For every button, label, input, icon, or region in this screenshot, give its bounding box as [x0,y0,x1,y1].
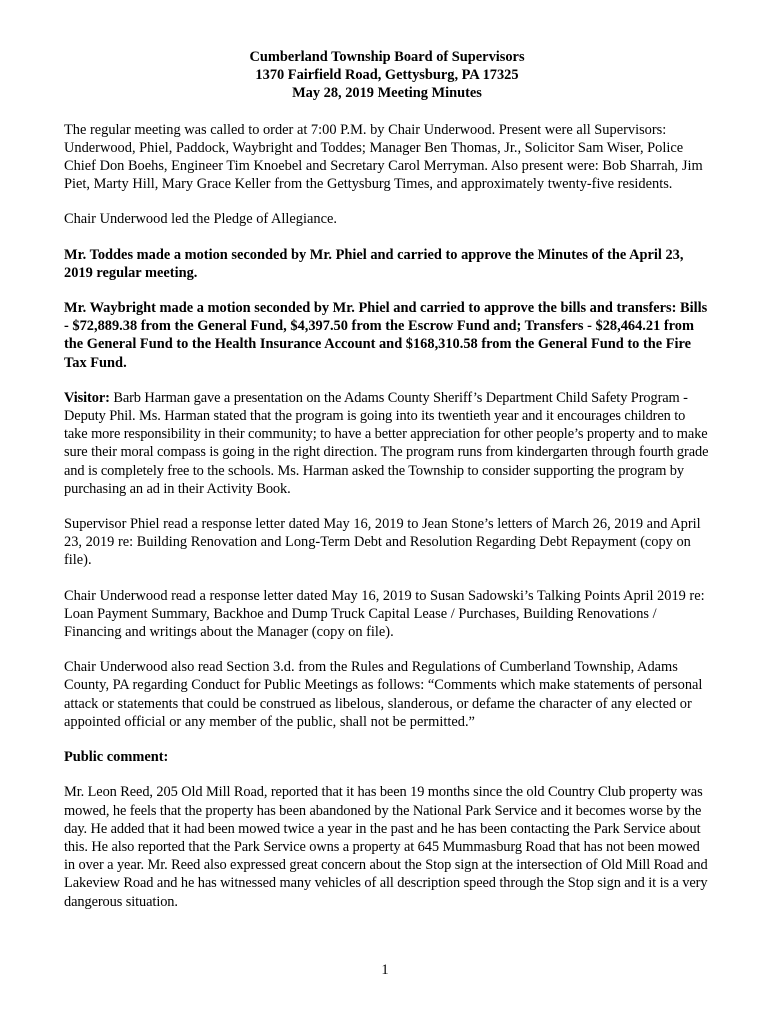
header-meeting-title: May 28, 2019 Meeting Minutes [292,85,482,102]
visitor-label: Visitor: [64,389,110,406]
reed-comment-paragraph: Mr. Leon Reed, 205 Old Mill Road, reported that it has been 19 months since the old Country Club property was mowed, he feels that the property has been abandoned by the National Park Service and it becomes worse by the day. He added that it had been mowed twice a year in the past and he has been contacting the Park Service about this. He also reported that the Park Service owns a property at 645 Mummasburg Road that has not been mowed in over a year. Mr. Reed also expressed great concern about the Stop sign at the intersection of Old Mill Road and Lakeview Road and he has witnessed many vehicles of all description speed through the Stop sign and it is a very dangerous situation. [64,784,708,910]
pledge-paragraph: Chair Underwood led the Pledge of Allegiance. [64,211,337,228]
motion-bills-paragraph: Mr. Waybright made a motion seconded by Mr. Phiel and carried to approve the bills and transfers: Bills - $72,889.38 from the General Fund, $4,397.50 from the Escrow Fund and; Transfers - $28,464.21 from the General Fund to the Health Insurance Account and $168,310.58 from the General Fund to the Fire Tax Fund. [64,300,708,371]
header-address: 1370 Fairfield Road, Gettysburg, PA 17325 [255,67,519,84]
visitor-text: Barb Harman gave a presentation on the Adams County Sheriff’s Department Child Safety Program - Deputy Phil. Ms. Harman stated that the program is going into its twentieth year and it encourages children to take more responsibility in their community; to have a better appreciation for other people’s property and to make sure their moral compass is going in the right direction. The program runs from kindergarten through fourth grade and is completely free to the schools. Ms. Harman asked the Township to consider supporting the program by purchasing an ad in their Activity Book. [64,389,709,497]
phiel-letter-paragraph: Supervisor Phiel read a response letter dated May 16, 2019 to Jean Stone’s letters of March 26, 2019 and April 23, 2019 re: Building Renovation and Long-Term Debt and Resolution Regarding Debt Repayment (copy on file). [64,516,701,569]
call-to-order-paragraph: The regular meeting was called to order at 7:00 P.M. by Chair Underwood. Present were all Supervisors: Underwood, Phiel, Paddock, Waybright and Toddes; Manager Ben Thomas, Jr., Solicitor Sam Wiser, Police Chief Don Boehs, Engineer Tim Knoebel and Secretary Carol Merryman. Also present were: Bob Sharrah, Jim Piet, Marty Hill, Mary Grace Keller from the Gettysburg Times, and approximately twenty-five residents. [64,121,703,193]
motion-minutes-paragraph: Mr. Toddes made a motion seconded by Mr. Phiel and carried to approve the Minutes of the April 23, 2019 regular meeting. [64,246,684,281]
header-organization: Cumberland Township Board of Supervisors [249,49,525,65]
document-header [64,48,710,103]
underwood-letter-paragraph: Chair Underwood read a response letter dated May 16, 2019 to Susan Sadowski’s Talking Points April 2019 re: Loan Payment Summary, Backhoe and Dump Truck Capital Lease / Purchases, Building Renovations / Financing and writings about the Manager (copy on file). [64,587,705,641]
public-comment-heading: Public comment: [64,749,169,766]
document-page [64,48,710,928]
rules-paragraph: Chair Underwood also read Section 3.d. from the Rules and Regulations of Cumberland Township, Adams County, PA regarding Conduct for Public Meetings as follows: “Comments which make statements of personal attack or statements that could be construed as libelous, slanderous, or defame the character of any elected or appointed official or any member of the public, shall not be permitted.” [64,659,703,730]
page-number: 1 [381,962,389,978]
visitor-paragraph [64,389,710,498]
